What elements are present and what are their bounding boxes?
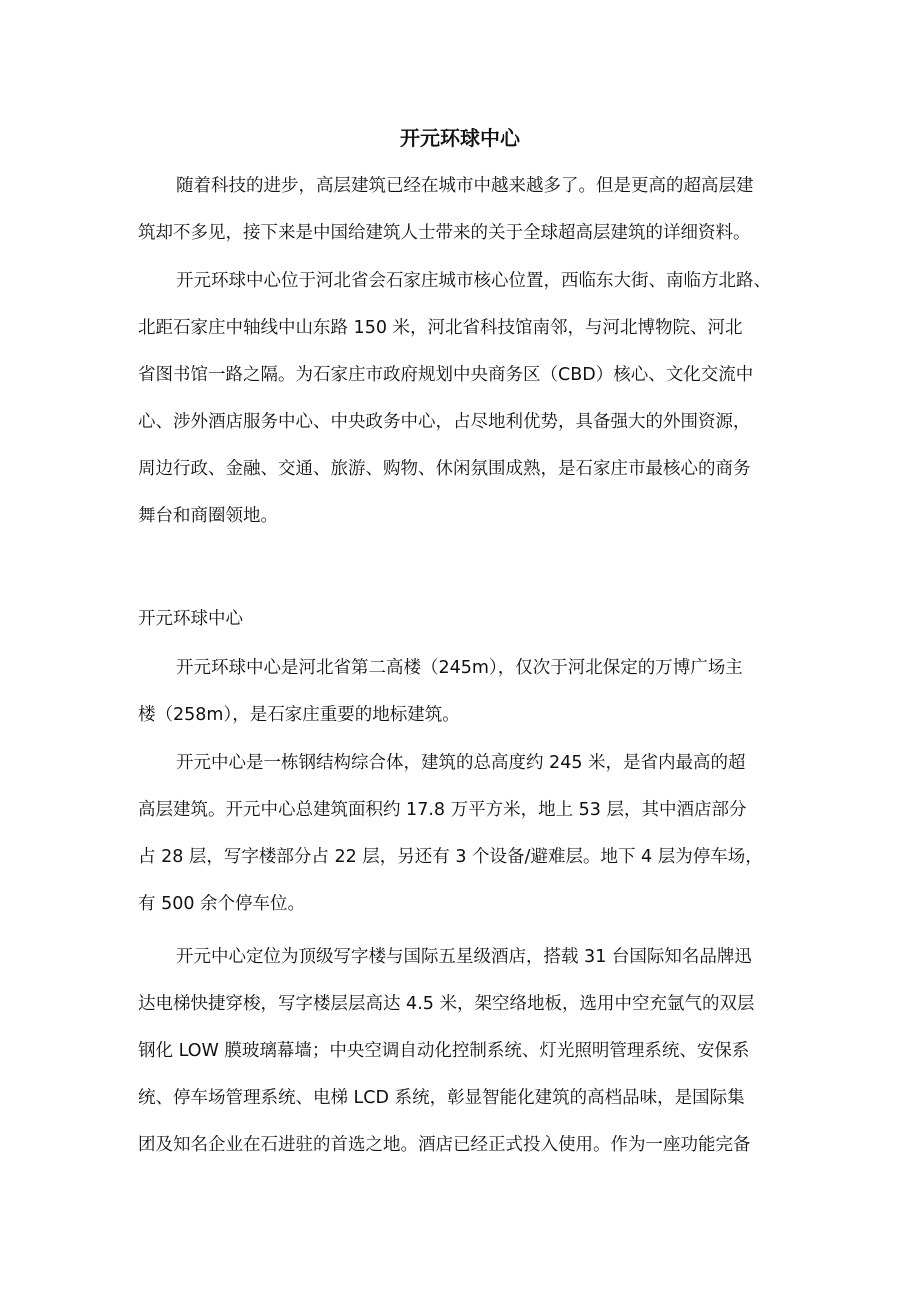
paragraph-line: 北距石家庄中轴线中山东路 150 米，河北省科技馆南邻，与河北博物院、河北 xyxy=(138,318,743,338)
paragraph-line: 统、停车场管理系统、电梯 LCD 系统，彰显智能化建筑的高档品味，是国际集 xyxy=(138,1088,745,1108)
paragraph-line: 团及知名企业在石进驻的首选之地。酒店已经正式投入使用。作为一座功能完备 xyxy=(138,1135,751,1155)
paragraph-line: 心、涉外酒店服务中心、中央政务中心，占尽地利优势，具备强大的外围资源， xyxy=(138,412,751,432)
paragraph-line: 高层建筑。开元中心总建筑面积约 17.8 万平方米，地上 53 层，其中酒店部分 xyxy=(138,800,747,820)
intro-paragraph xyxy=(138,163,798,257)
paragraph-line: 有 500 余个停车位。 xyxy=(138,894,306,914)
height-paragraph xyxy=(138,645,798,739)
paragraph-line: 钢化 LOW 膜玻璃幕墙；中央空调自动化控制系统、灯光照明管理系统、安保系 xyxy=(138,1041,750,1061)
paragraph-line: 开元中心是一栋钢结构综合体，建筑的总高度约 245 米，是省内最高的超 xyxy=(176,753,746,773)
paragraph-line: 随着科技的进步，高层建筑已经在城市中越来越多了。但是更高的超高层建 xyxy=(176,176,754,196)
paragraph-line: 周边行政、金融、交通、旅游、购物、休闲氛围成熟，是石家庄市最核心的商务 xyxy=(138,459,751,479)
paragraph-line: 开元中心定位为顶级写字楼与国际五星级酒店，搭载 31 台国际知名品牌迅 xyxy=(176,947,752,967)
paragraph-line: 楼（258m），是石家庄重要的地标建筑。 xyxy=(138,705,460,725)
paragraph-line: 开元环球中心是河北省第二高楼（245m），仅次于河北保定的万博广场主 xyxy=(176,658,743,678)
paragraph-line: 省图书馆一路之隔。为石家庄市政府规划中央商务区（CBD）核心、文化交流中 xyxy=(138,365,754,385)
paragraph-line: 达电梯快捷穿梭，写字楼层层高达 4.5 米，架空络地板，选用中空充氩气的双层 xyxy=(138,994,755,1014)
page-title: 开元环球中心 xyxy=(400,126,520,150)
paragraph-line: 舞台和商圈领地。 xyxy=(138,506,278,526)
location-paragraph xyxy=(138,258,798,540)
positioning-paragraph xyxy=(138,934,798,1169)
structure-paragraph xyxy=(138,740,798,928)
paragraph-line: 开元环球中心位于河北省会石家庄城市核心位置，西临东大街、南临方北路、 xyxy=(176,271,771,291)
paragraph-line: 筑却不多见，接下来是中国给建筑人士带来的关于全球超高层建筑的详细资料。 xyxy=(138,223,751,243)
paragraph-line: 占 28 层，写字楼部分占 22 层，另还有 3 个设备/避难层。地下 4 层为停车场， xyxy=(138,847,763,867)
section-subheading: 开元环球中心 xyxy=(138,609,243,629)
